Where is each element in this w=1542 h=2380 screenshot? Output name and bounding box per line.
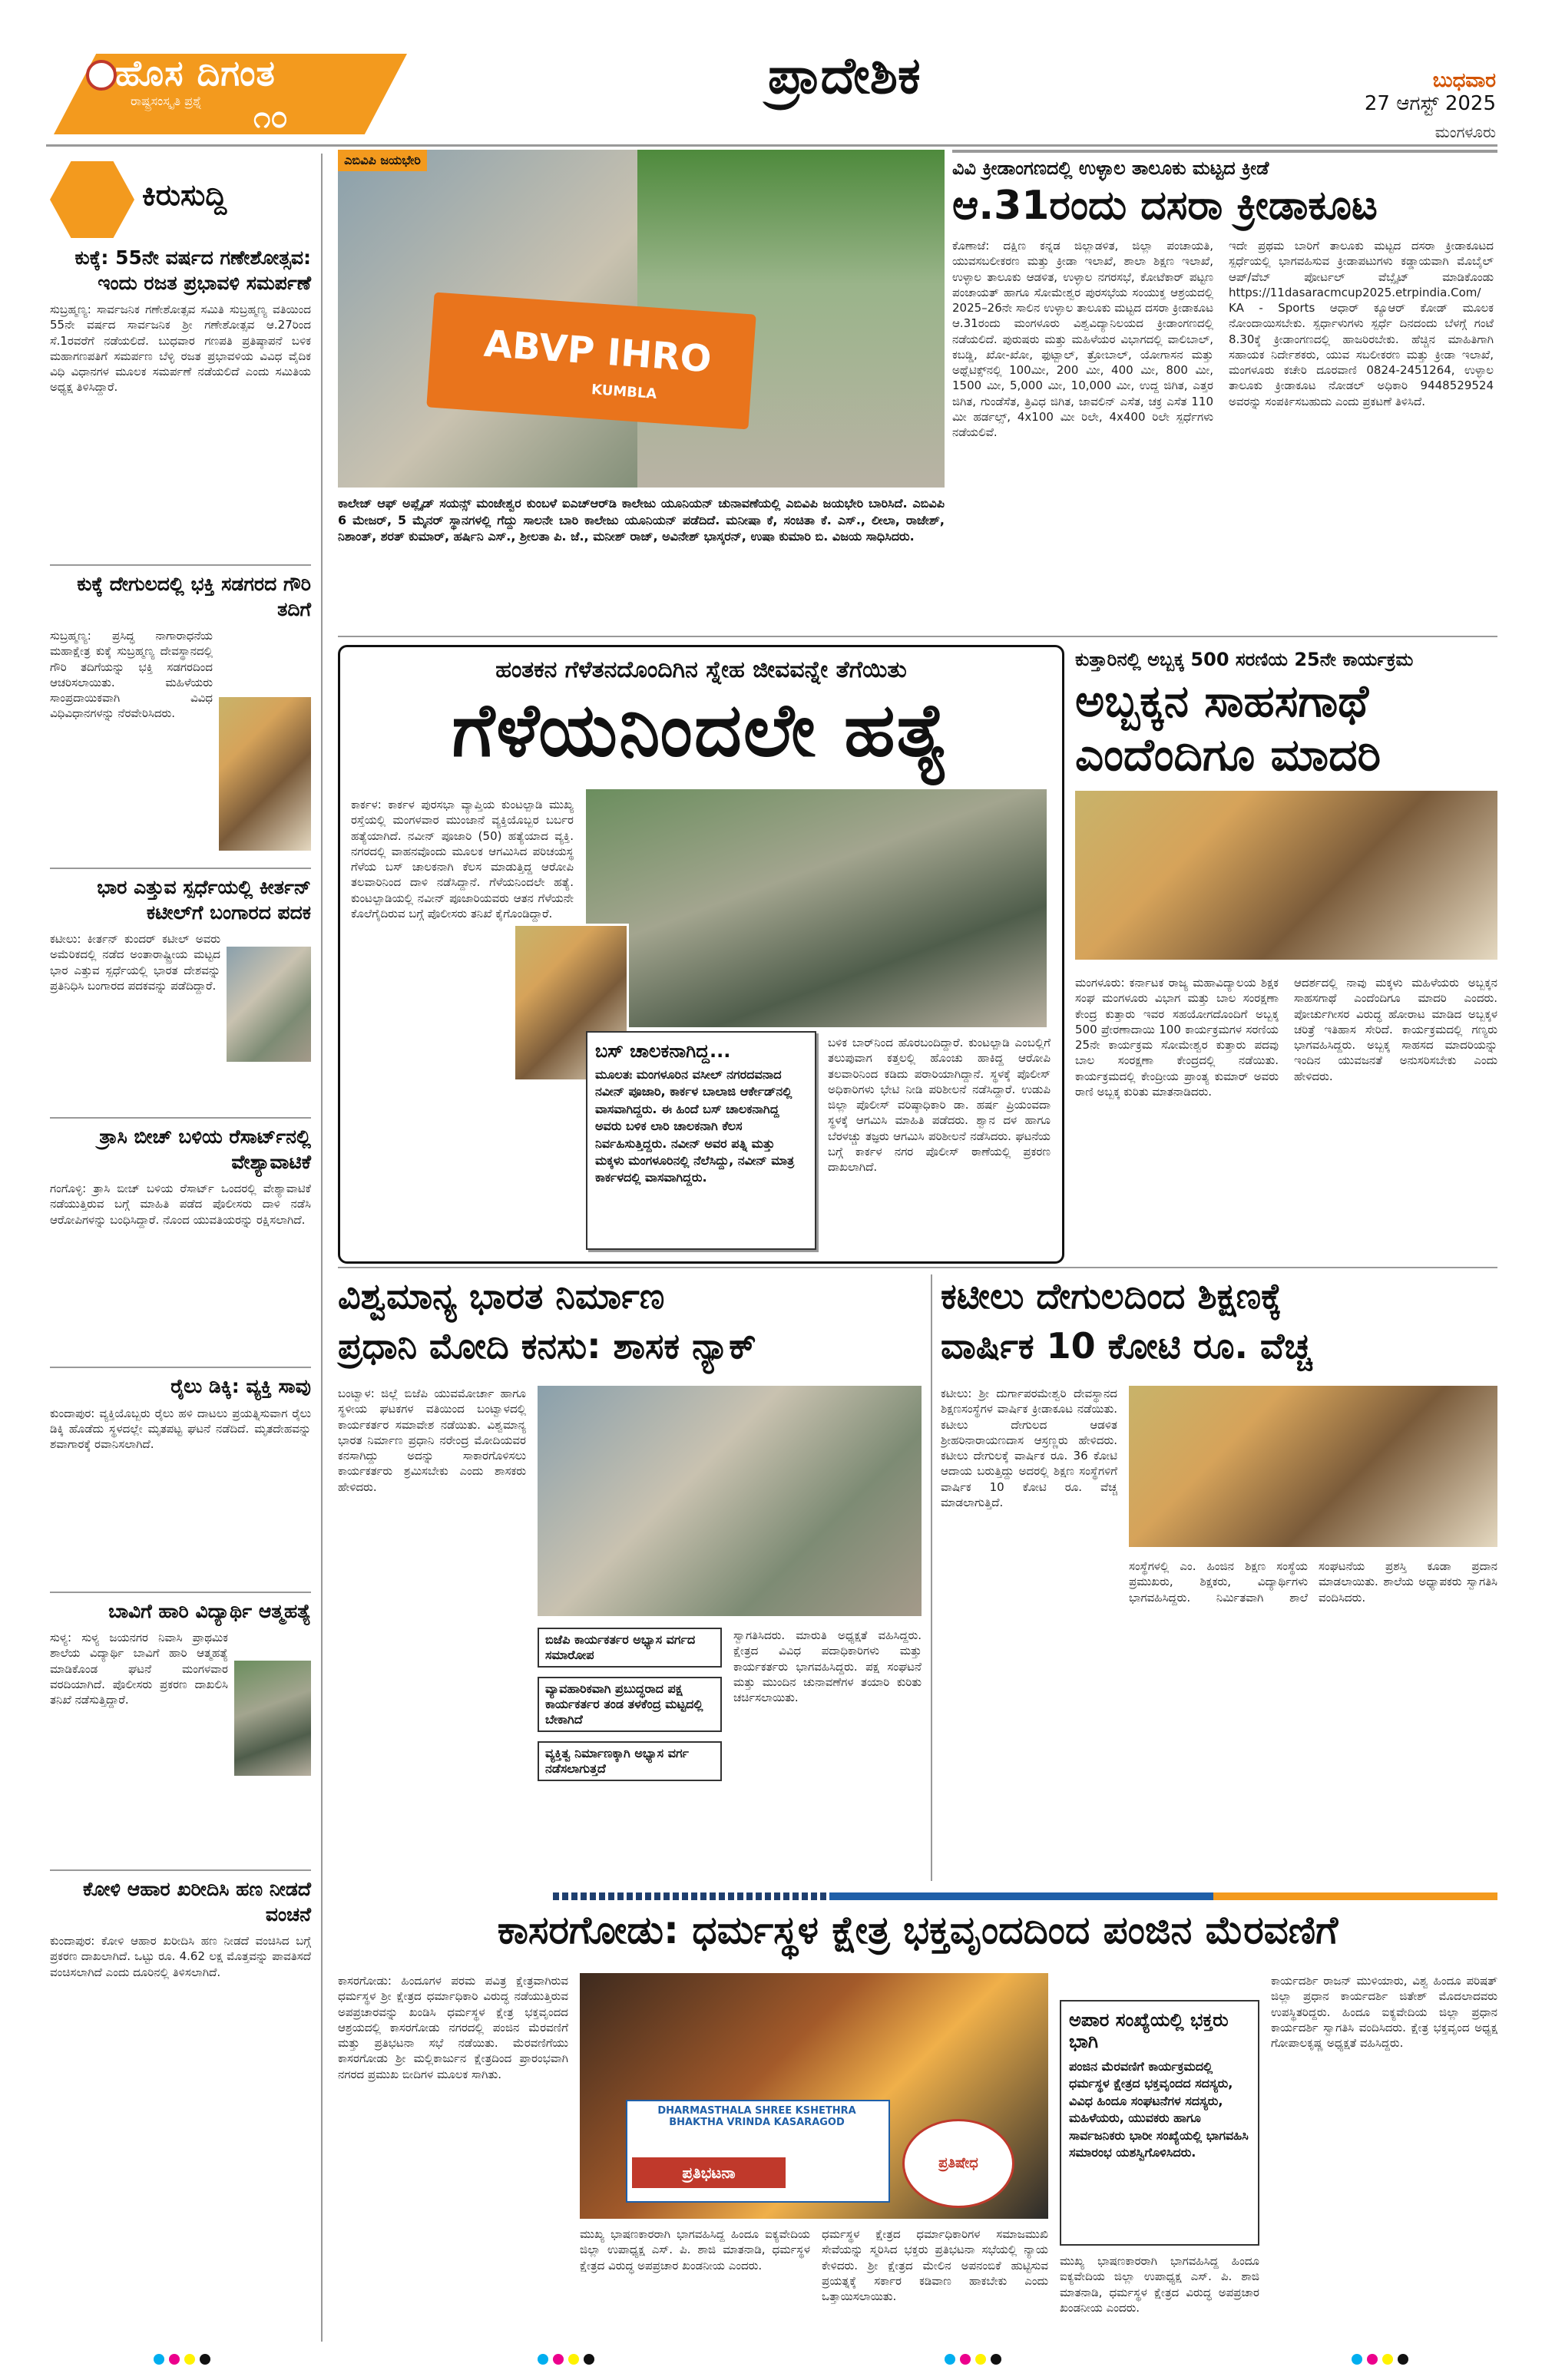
logo-tagline: ರಾಷ್ಟ್ರಸಂಸ್ಕೃತಿ ಪ್ರಶ್ನೆ: [131, 94, 202, 108]
banner-protest: ಪ್ರತಿಭಟನಾ: [632, 2157, 786, 2188]
quote-body: ಮೂಲತಃ ಮಂಗಳೂರಿನ ವಸೀಲ್ ನಗರದವನಾದ ನವೀನ್ ಪೂಜಾರಿ, ಕಾರ್ಕಳ ಬಾಲಾಜಿ ಆರ್ಕೇಡ್‌ನಲ್ಲಿ ವಾಸವಾಗಿದ್ದರು. ಈ ಹಿಂದೆ ಬಸ್ ಚಾಲಕನಾಗಿದ್ದ ಅವರು ಬಳಿಕ ಲಾರಿ ಚಾಲಕನಾಗಿ ಕೆಲಸ ನಿರ್ವಹಿಸುತ್ತಿದ್ದರು. ನವೀನ್ ಅವರ ಪತ್ನಿ ಮತ್ತು ಮಕ್ಕಳು ಮಂಗಳೂರಿನಲ್ಲಿ ನೆಲೆಸಿದ್ದು, ನವೀನ್ ಮಾತ್ರ ಕಾರ್ಕಳದಲ್ಲಿ ವಾಸವಾಗಿದ್ದರು.: [595, 1067, 795, 1185]
modi-body-2: ಸ್ವಾಗತಿಸಿದರು. ಮಾರುತಿ ಅಧ್ಯಕ್ಷತೆ ವಹಿಸಿದ್ದರು. ಕ್ಷೇತ್ರದ ವಿವಿಧ ಪದಾಧಿಕಾರಿಗಳು ಮತ್ತು ಕಾರ್ಯಕರ್ತರು ಭಾಗವಹಿಸಿದ್ದರು. ಪಕ್ಷ ಸಂಘಟನೆ ಮತ್ತು ಮುಂದಿನ ಚುನಾವಣೆಗಳ ತಯಾರಿ ಕುರಿತು ಚರ್ಚಿಸಲಾಯಿತು.: [733, 1628, 922, 1704]
abbakka-kicker: ಕುತ್ತಾರಿನಲ್ಲಿ ಅಬ್ಬಕ್ಕ 500 ಸರಣಿಯ 25ನೇ ಕಾರ್ಯಕ್ರಮ: [1075, 649, 1414, 670]
abbakka-body-1: ಮಂಗಳೂರು: ಕರ್ನಾಟಕ ರಾಜ್ಯ ಮಹಾವಿದ್ಯಾಲಯ ಶಿಕ್ಷಕ ಸಂಘ ಮಂಗಳೂರು ವಿಭಾಗ ಮತ್ತು ಬಾಲ ಸಂರಕ್ಷಣಾ ಕೇಂದ್ರ ಕುತ್ತಾರು ಇವರ ಸಹಯೋಗದೊಂದಿಗೆ ಅಬ್ಬಕ್ಕ 500 ಪ್ರೇರಣಾದಾಯಿ 100 ಕಾರ್ಯಕ್ರಮಗಳ ಸರಣಿಯ 25ನೇ ಕಾರ್ಯಕ್ರಮ ಸೋಮೇಶ್ವರ ಕುತ್ತಾರು ಪದವು ಬಾಲ ಸಂರಕ್ಷಣಾ ಕೇಂದ್ರದಲ್ಲಿ ನಡೆಯಿತು. ಕಾರ್ಯಕ್ರಮದಲ್ಲಿ ಕೇಂದ್ರೀಯ ಪ್ರಾಂತ್ಯ ಕುಮಾರ್ ಅವರು ರಾಣಿ ಅಬ್ಬಕ್ಕ ಕುರಿತು ಮಾತನಾಡಿದರು.: [1075, 976, 1279, 1099]
brief-title: ಭಾರ ಎತ್ತುವ ಸ್ಪರ್ಧೆಯಲ್ಲಿ ಕೀರ್ತನ್ ಕಟೀಲ್‌ಗೆ ಬಂಗಾರದ ಪದಕ: [50, 868, 311, 925]
brief-body: ಸುಬ್ರಹ್ಮಣ್ಯ: ಪ್ರಸಿದ್ಧ ನಾಗಾರಾಧನೆಯ ಮಹಾಕ್ಷೇತ್ರ ಕುಕ್ಕೆ ಸುಬ್ರಹ್ಮಣ್ಯ ದೇವಸ್ಥಾನದಲ್ಲಿ ಗೌರಿ ತದಿಗೆಯನ್ನು ಭಕ್ತಿ ಸಡಗರದಿಂದ ಆಚರಿಸಲಾಯಿತು. ಮಹಿಳೆಯರು ಸಾಂಪ್ರದಾಯಿಕವಾಗಿ ವಿವಿಧ ವಿಧಿವಿಧಾನಗಳನ್ನು ನೆರವೇರಿಸಿದರು.: [50, 629, 213, 721]
banner-side: ಪ್ರತಿಷೇಧ: [902, 2119, 1014, 2208]
kateel-event-photo: [1129, 1386, 1497, 1547]
brief-title: ಕುಕ್ಕೆ: 55ನೇ ವರ್ಷದ ಗಣೇಶೋತ್ಸವ: ಇಂದು ರಜತ ಪ್ರಭಾವಳಿ ಸಮರ್ಪಣೆ: [74, 246, 311, 294]
rule: [952, 150, 1497, 153]
student-photo: [234, 1661, 311, 1776]
dasara-headline: ಆ.31ರಂದು ದಸರಾ ಕ್ರೀಡಾಕೂಟ: [952, 183, 1378, 229]
sidebox-body: ಪಂಜಿನ ಮೆರವಣಿಗೆ ಕಾರ್ಯಕ್ರಮದಲ್ಲಿ ಧರ್ಮಸ್ಥಳ ಕ್ಷೇತ್ರದ ಭಕ್ತವೃಂದದ ಸದಸ್ಯರು, ವಿವಿಧ ಹಿಂದೂ ಸಂಘಟನೆಗಳ ಸದಸ್ಯರು, ಮಹಿಳೆಯರು, ಯುವಕರು ಹಾಗೂ ಸಾರ್ವಜನಿಕರು ಭಾರೀ ಸಂಖ್ಯೆಯಲ್ಲಿ ಭಾಗವಹಿಸಿ ಸಮಾರಂಭ ಯಶಸ್ವಿಗೊಳಿಸಿದರು.: [1069, 2059, 1249, 2160]
murder-headline: ಗೆಳೆಯನಿಂದಲೇ ಹತ್ಯೆ: [452, 687, 951, 773]
divider-bar-orange: [1213, 1892, 1497, 1900]
keerthan-photo: [227, 947, 311, 1062]
section-title: ಪ್ರಾದೇಶಿಕ: [768, 46, 921, 105]
brief-body: ಗಂಗೊಳ್ಳಿ: ತ್ರಾಸಿ ಬೀಚ್ ಬಳಿಯ ರೆಸಾರ್ಟ್ ಒಂದರಲ್ಲಿ ವೇಶ್ಯಾವಾಟಿಕೆ ನಡೆಯುತ್ತಿರುವ ಬಗ್ಗೆ ಮಾಹಿತಿ ಪಡೆದ ಪೊಲೀಸರು ದಾಳಿ ನಡೆಸಿ ಆರೋಪಿಗಳನ್ನು ಬಂಧಿಸಿದ್ದಾರೆ. ನೊಂದ ಯುವತಿಯರನ್ನು ರಕ್ಷಿಸಲಾಗಿದೆ.: [50, 1182, 311, 1227]
gauri-idol-photo: [219, 697, 311, 851]
rule: [338, 636, 1497, 637]
abbakka-body-2: ಆದರ್ಶದಲ್ಲಿ ನಾವು ಮಕ್ಕಳು ಮಹಿಳೆಯರು ಅಬ್ಬಕ್ಕನ ಸಾಹಸಗಾಥೆ ಎಂದೆಂದಿಗೂ ಮಾದರಿ ಎಂದರು. ಪೋರ್ಚುಗೀಸರ ವಿರುದ್ಧ ಹೋರಾಟ ಮಾಡಿದ ಅಬ್ಬಕ್ಕಳ ಚರಿತ್ರೆ ಇತಿಹಾಸ ಸೇರಿದೆ. ಕಾರ್ಯಕ್ರಮದಲ್ಲಿ ಗಣ್ಯರು ಭಾಗವಹಿಸಿದ್ದರು. ಅಬ್ಬಕ್ಕ ಸಾಹಸದ ಮಾದರಿಯನ್ನು ಇಂದಿನ ಯುವಜನತೆ ಅನುಸರಿಸಬೇಕು ಎಂದು ಹೇಳಿದರು.: [1294, 976, 1497, 1083]
banner-text: ABVP IHRO: [482, 322, 713, 382]
brief-title: ಕೋಳಿ ಆಹಾರ ಖರೀದಿಸಿ ಹಣ ನೀಡದೆ ವಂಚನೆ: [50, 1869, 311, 1927]
torch-procession-photo: [580, 1973, 1048, 2219]
kasaragod-body-2: ಧರ್ಮಸ್ಥಳ ಕ್ಷೇತ್ರದ ಧರ್ಮಾಧಿಕಾರಿಗಳ ಸಮಾಜಮುಖಿ ಸೇವೆಯನ್ನು ಸ್ಮರಿಸಿದ ಭಕ್ತರು ಪ್ರತಿಭಟನಾ ಸಭೆಯಲ್ಲಿ ನ್ಯಾಯ ಕೇಳಿದರು. ಶ್ರೀ ಕ್ಷೇತ್ರದ ಮೇಲಿನ ಅಪನಂಬಿಕೆ ಹುಟ್ಟಿಸುವ ಪ್ರಯತ್ನಕ್ಕೆ ಸರ್ಕಾರ ಕಡಿವಾಣ ಹಾಕಬೇಕು ಎಂದು ಒತ್ತಾಯಿಸಲಾಯಿತು.: [822, 2227, 1048, 2303]
registration-dots: [538, 2353, 599, 2368]
brief-title: ಬಾವಿಗೆ ಹಾರಿ ವಿದ್ಯಾರ್ಥಿ ಆತ್ಮಹತ್ಯೆ: [50, 1592, 311, 1625]
day-name: ಬುಧವಾರ: [1432, 69, 1496, 92]
dasara-body-1: ಕೊಣಾಜೆ: ದಕ್ಷಿಣ ಕನ್ನಡ ಜಿಲ್ಲಾಡಳಿತ, ಜಿಲ್ಲಾ ಪಂಚಾಯತಿ, ಯುವಸಬಲೀಕರಣ ಮತ್ತು ಕ್ರೀಡಾ ಇಲಾಖೆ, ಶಾಲಾ ಶಿಕ್ಷಣ ಇಲಾಖೆ, ಉಳ್ಳಾಲ ತಾಲೂಕು ಆಡಳಿತ, ಉಳ್ಳಾಲ ನಗರಸಭೆ, ಕೋಟೆಕಾರ್ ಪಟ್ಟಣ ಪಂಚಾಯತ್ ಹಾಗೂ ಸೋಮೇಶ್ವರ ಪುರಸಭೆಯ ಸಂಯುಕ್ತ ಆಶ್ರಯದಲ್ಲಿ 2025–26ನೇ ಸಾಲಿನ ಉಳ್ಳಾಲ ತಾಲೂಕು ಮಟ್ಟದ ದಸರಾ ಕ್ರೀಡಾಕೂಟ ಆ.31ರಂದು ಮಂಗಳೂರು ವಿಶ್ವವಿದ್ಯಾನಿಲಯದ ಕ್ರೀಡಾಂಗಣದಲ್ಲಿ ನಡೆಯಲಿದೆ. ಪುರುಷರು ಮತ್ತು ಮಹಿಳೆಯರ ವಿಭಾಗದಲ್ಲಿ ವಾಲಿಬಾಲ್, ಕಬಡ್ಡಿ, ಖೋ-ಖೋ, ಫುಟ್ಬಾಲ್, ತ್ರೋಬಾಲ್, ಯೋಗಾಸನ ಮತ್ತು ಅಥ್ಲೆಟಿಕ್ಸ್‌ನಲ್ಲಿ 100ಮೀ, 200 ಮೀ, 400 ಮೀ, 800 ಮೀ, 1500 ಮೀ, 5,000 ಮೀ, 10,000 ಮೀ, ಉದ್ದ ಜಿಗಿತ, ಎತ್ತರ ಜಿಗಿತ, ಗುಂಡೆಸೆತ, ತ್ರಿವಿಧ ಜಿಗಿತ, ಜಾವಲಿನ್ ಎಸೆತ, ಚಕ್ರ ಎಸೆತ 110 ಮೀ ಹರ್ಡಲ್ಸ್, 4x100 ಮೀ ರಿಲೇ, 4x400 ರಿಲೇ ಸ್ಪರ್ಧೆಗಳು ನಡೆಯಲಿವೆ.: [952, 239, 1213, 439]
sun-logo-icon: [86, 60, 117, 91]
logo-text: ಹೊಸ ದಿಗಂತ: [115, 52, 276, 94]
column-rule: [321, 154, 323, 2342]
brief-body: ಕುಂದಾಪುರ: ಕೋಳಿ ಆಹಾರ ಖರೀದಿಸಿ ಹಣ ನೀಡದೆ ವಂಚಿಸಿದ ಬಗ್ಗೆ ಪ್ರಕರಣ ದಾಖಲಾಗಿದೆ. ಒಟ್ಟು ರೂ. 4.62 ಲಕ್ಷ ಮೊತ್ತವನ್ನು ಪಾವತಿಸದೆ ವಂಚಿಸಲಾಗಿದೆ ಎಂದು ದೂರಿನಲ್ಲಿ ತಿಳಿಸಲಾಗಿದೆ.: [50, 1934, 311, 1979]
abbakka-headline-2: ಎಂದೆಂದಿಗೂ ಮಾದರಿ: [1075, 729, 1382, 781]
bullet-item: ಬಿಜೆಪಿ ಕಾರ್ಯಕರ್ತರ ಅಭ್ಯಾಸ ವರ್ಗದ ಸಮಾರೋಪ: [538, 1628, 722, 1668]
kiru-suddi-label: ಕಿರುಸುದ್ದಿ: [142, 178, 227, 212]
brief-body: ಸುಬ್ರಹ್ಮಣ್ಯ: ಸಾರ್ವಜನಿಕ ಗಣೇಶೋತ್ಸವ ಸಮಿತಿ ಸುಬ್ರಹ್ಮಣ್ಯ ವತಿಯಿಂದ 55ನೇ ವರ್ಷದ ಸಾರ್ವಜನಿಕ ಶ್ರೀ ಗಣೇಶೋತ್ಸವ ಆ.27ರಿಂದ ಸೆ.1ರವರೆಗೆ ನಡೆಯಲಿದೆ. ಬುಧವಾರ ಗಣಪತಿ ಪ್ರತಿಷ್ಠಾಪನೆ ಬಳಿಕ ಮಹಾಗಣಪತಿಗೆ ಸಮರ್ಪಣ ಬೆಳ್ಳಿ ರಜತ ಪ್ರಭಾವಳಿಯ ವಿವಿಧ ವೈದಿಕ ವಿಧಿ ವಿಧಾನಗಳ ಮೂಲಕ ಸಮರ್ಪಣೆ ನಡೆಯಲಿದೆ ಎಂದು ಸಮಿತಿಯ ಅಧ್ಯಕ್ಷ ತಿಳಿಸಿದ್ದಾರೆ.: [50, 302, 311, 395]
banner-title: DHARMASTHALA SHREE KSHETHRA BHAKTHA VRINDA KASARAGOD: [657, 2105, 856, 2128]
quote-box: [586, 1031, 816, 1250]
brief-body: ಕಟೀಲು: ಕೀರ್ತನ್ ಕುಂದರ್ ಕಟೀಲ್ ಅವರು ಅಮೆರಿಕದಲ್ಲಿ ನಡೆದ ಅಂತಾರಾಷ್ಟ್ರೀಯ ಮಟ್ಟದ ಭಾರ ಎತ್ತುವ ಸ್ಪರ್ಧೆಯಲ್ಲಿ ಭಾರತ ದೇಶವನ್ನು ಪ್ರತಿನಿಧಿಸಿ ಬಂಗಾರದ ಪದಕವನ್ನು ಪಡೆದಿದ್ದಾರೆ.: [50, 932, 220, 993]
brief-title: ತ್ರಾಸಿ ಬೀಚ್ ಬಳಿಯ ರೆಸಾರ್ಟ್‌ನಲ್ಲಿ ವೇಶ್ಯಾವಾಟಿಕೆ: [50, 1117, 311, 1175]
murder-kicker: ಹಂತಕನ ಗೆಳೆತನದೊಂದಿಗಿನ ಸ್ನೇಹ ಜೀವವನ್ನೇ ತೆಗೆಯಿತು: [495, 656, 907, 683]
divider-bar-blue: [829, 1892, 1213, 1900]
kasaragod-body-3: ಕಾರ್ಯದರ್ಶಿ ರಾಜನ್ ಮುಳಿಯಾರು, ವಿಶ್ವ ಹಿಂದೂ ಪರಿಷತ್ ಜಿಲ್ಲಾ ಪ್ರಧಾನ ಕಾರ್ಯದರ್ಶಿ ಜಿತೇಶ್ ಮೊದಲಾದವರು ಉಪಸ್ಥಿತರಿದ್ದರು. ಹಿಂದೂ ಐಕ್ಯವೇದಿಯ ಜಿಲ್ಲಾ ಪ್ರಧಾನ ಕಾರ್ಯದರ್ಶಿ ಸ್ವಾಗತಿಸಿ ವಂದಿಸಿದರು. ಕ್ಷೇತ್ರ ಭಕ್ತವೃಂದ ಅಧ್ಯಕ್ಷ ಗೋಪಾಲಕೃಷ್ಣ ಅಧ್ಯಕ್ಷತೆ ವಹಿಸಿದ್ದರು.: [1271, 1974, 1497, 2050]
modi-headline-2: ಪ್ರಧಾನಿ ಮೋದಿ ಕನಸು: ಶಾಸಕ ನ್ಯಾಕ್: [338, 1325, 756, 1367]
edition-place: ಮಂಗಳೂರು: [1434, 123, 1496, 141]
brief-title: ಕುಕ್ಕೆ ದೇಗುಲದಲ್ಲಿ ಭಕ್ತಿ ಸಡಗರದ ಗೌರಿ ತದಿಗೆ: [50, 564, 311, 622]
kateel-body-1: ಕಟೀಲು: ಶ್ರೀ ದುರ್ಗಾಪರಮೇಶ್ವರಿ ದೇವಸ್ಥಾನದ ಶಿಕ್ಷಣಸಂಸ್ಥೆಗಳ ವಾರ್ಷಿಕ ಕ್ರೀಡಾಕೂಟ ನಡೆಯಿತು. ಕಟೀಲು ದೇಗುಲದ ಆಡಳಿತ ಶ್ರೀಹರಿನಾರಾಯಣದಾಸ ಆಸ್ರಣ್ಣರು ಹೇಳಿದರು. ಕಟೀಲು ದೇಗುಲಕ್ಕೆ ವಾರ್ಷಿಕ ರೂ. 36 ಕೋಟಿ ಆದಾಯ ಬರುತ್ತಿದ್ದು ಅದರಲ್ಲಿ ಶಿಕ್ಷಣ ಸಂಸ್ಥೆಗಳಿಗೆ ವಾರ್ಷಿಕ 10 ಕೋಟಿ ರೂ. ವೆಚ್ಚ ಮಾಡಲಾಗುತ್ತಿದೆ.: [941, 1387, 1117, 1509]
abvp-tag: ಎಬಿವಿಪಿ ಜಯಭೇರಿ: [338, 150, 427, 171]
murder-body-2: ಬಳಿಕ ಬಾರ್‌ನಿಂದ ಹೊರಬಂದಿದ್ದಾರೆ. ಕುಂಟಲ್ಪಾಡಿ ಎಂಬಲ್ಲಿಗೆ ತಲುಪುವಾಗ ಕತ್ತಲಲ್ಲಿ ಹೊಂಚು ಹಾಕಿದ್ದ ಆರೋಪಿ ತಲವಾರಿನಿಂದ ಕಡಿದು ಪರಾರಿಯಾಗಿದ್ದಾನೆ. ಸ್ಥಳಕ್ಕೆ ಪೊಲೀಸ್ ಅಧಿಕಾರಿಗಳು ಭೇಟಿ ನೀಡಿ ಪರಿಶೀಲನೆ ನಡೆಸಿದ್ದಾರೆ. ಉಡುಪಿ ಜಿಲ್ಲಾ ಪೊಲೀಸ್ ವರಿಷ್ಠಾಧಿಕಾರಿ ಡಾ. ಹರ್ಷ ಪ್ರಿಯಂವದಾ ಸ್ಥಳಕ್ಕೆ ಆಗಮಿಸಿ ಮಾಹಿತಿ ಪಡೆದರು. ಶ್ವಾನ ದಳ ಹಾಗೂ ಬೆರಳಚ್ಚು ತಜ್ಞರು ಆಗಮಿಸಿ ಪರಿಶೀಲನೆ ನಡೆಸಿದರು. ಘಟನೆಯ ಬಗ್ಗೆ ಕಾರ್ಕಳ ನಗರ ಪೊಲೀಸ್ ಠಾಣೆಯಲ್ಲಿ ಪ್ರಕರಣ ದಾಖಲಾಗಿದೆ.: [828, 1036, 1051, 1174]
brief-body: ಸುಳ್ಯ: ಸುಳ್ಯ ಜಯನಗರ ನಿವಾಸಿ ಪ್ರಾಥಮಿಕ ಶಾಲೆಯ ವಿದ್ಯಾರ್ಥಿ ಬಾವಿಗೆ ಹಾರಿ ಆತ್ಮಹತ್ಯೆ ಮಾಡಿಕೊಂಡ ಘಟನೆ ಮಂಗಳವಾರ ವರದಿಯಾಗಿದೆ. ಪೊಲೀಸರು ಪ್ರಕರಣ ದಾಖಲಿಸಿ ತನಿಖೆ ನಡೆಸುತ್ತಿದ್ದಾರೆ.: [50, 1631, 228, 1707]
registration-dots: [945, 2353, 1006, 2368]
kateel-headline-1: ಕಟೀಲು ದೇಗುಲದಿಂದ ಶಿಕ್ಷಣಕ್ಕೆ: [941, 1275, 1282, 1317]
dasara-kicker: ವಿವಿ ಕ್ರೀಡಾಂಗಣದಲ್ಲಿ ಉಳ್ಳಾಲ ತಾಲೂಕು ಮಟ್ಟದ ಕ್ರೀಡೆ: [952, 157, 1269, 179]
dasara-body-2: ಇದೇ ಪ್ರಥಮ ಬಾರಿಗೆ ತಾಲೂಕು ಮಟ್ಟದ ದಸರಾ ಕ್ರೀಡಾಕೂಟದ ಸ್ಪರ್ಧೆಯಲ್ಲಿ ಭಾಗವಹಿಸುವ ಕ್ರೀಡಾಪಟುಗಳು ಕಡ್ಡಾಯವಾಗಿ ಮೊಬೈಲ್ ಆಪ್/ವೆಬ್ ಪೋರ್ಟಲ್ ವೆಬ್ಸೈಟ್ ಮಾಡಿಕೊಂಡು https://11dasaracmcup2025.etrpindia.Com/ KA - Sports ಆಧಾರ್ ಕ್ಯೂಆರ್ ಕೋಡ್ ಮೂಲಕ ನೋಂದಾಯಿಸಬೇಕು. ಸ್ಪರ್ಧಾಳುಗಳು ಸ್ಪರ್ಧೆ ದಿನದಂದು ಬೆಳಗ್ಗೆ ಗಂಟೆ 8.30ಕ್ಕೆ ಕ್ರೀಡಾಂಗಣದಲ್ಲಿ ಹಾಜರಿರಬೇಕು. ಹೆಚ್ಚಿನ ಮಾಹಿತಿಗಾಗಿ ಸಹಾಯಕ ನಿರ್ದೇಶಕರು, ಯುವ ಸಬಲೀಕರಣ ಮತ್ತು ಕ್ರೀಡಾ ಇಲಾಖೆ, ಮಂಗಳೂರು ಕಚೇರಿ ದೂರವಾಣಿ 0824-2451264, ಉಳ್ಳಾಲ ತಾಲೂಕು ಕ್ರೀಡಾಕೂಟ ನೋಡಲ್ ಅಧಿಕಾರಿ 9448529524 ಅವರನ್ನು ಸಂಪರ್ಕಿಸಬಹುದು ಎಂದು ಪ್ರಕಟಣೆ ತಿಳಿಸಿದೆ.: [1229, 239, 1494, 408]
kasaragod-sidebox: [1060, 2000, 1259, 2246]
abbakka-headline-1: ಅಬ್ಬಕ್ಕನ ಸಾಹಸಗಾಥೆ: [1075, 675, 1369, 727]
modi-event-photo: [538, 1386, 922, 1616]
bullet-item: ವ್ಯಕ್ತಿತ್ವ ನಿರ್ಮಾಣಕ್ಕಾಗಿ ಅಭ್ಯಾಸ ವರ್ಗ ನಡೆಸಲಾಗುತ್ತದೆ: [538, 1741, 722, 1781]
kasaragod-body-2b: ಮುಖ್ಯ ಭಾಷಣಕಾರರಾಗಿ ಭಾಗವಹಿಸಿದ್ದ ಹಿಂದೂ ಐಕ್ಯವೇದಿಯ ಜಿಲ್ಲಾ ಉಪಾಧ್ಯಕ್ಷ ಎಸ್. ಪಿ. ಶಾಜಿ ಮಾತನಾಡಿ, ಧರ್ಮಸ್ಥಳ ಕ್ಷೇತ್ರದ ವಿರುದ್ಧ ಅಪಪ್ರಚಾರ ಖಂಡನೀಯ ಎಂದರು.: [1060, 2254, 1259, 2315]
modi-body-1: ಬಂಟ್ವಾಳ: ಜಿಲ್ಲೆ ಬಿಜೆಪಿ ಯುವಮೋರ್ಚಾ ಹಾಗೂ ಸ್ಥಳೀಯ ಘಟಕಗಳ ವತಿಯಿಂದ ಬಂಟ್ವಾಳದಲ್ಲಿ ಕಾರ್ಯಕರ್ತರ ಸಮಾವೇಶ ನಡೆಯಿತು. ವಿಶ್ವಮಾನ್ಯ ಭಾರತ ನಿರ್ಮಾಣ ಪ್ರಧಾನಿ ನರೇಂದ್ರ ಮೋದಿಯವರ ಕನಸಾಗಿದ್ದು ಅದನ್ನು ಸಾಕಾರಗೊಳಿಸಲು ಕಾರ್ಯಕರ್ತರು ಶ್ರಮಿಸಬೇಕು ಎಂದು ಶಾಸಕರು ಹೇಳಿದರು.: [338, 1387, 526, 1494]
kasaragod-headline: ಕಾಸರಗೋಡು: ಧರ್ಮಸ್ಥಳ ಕ್ಷೇತ್ರ ಭಕ್ತವೃಂದದಿಂದ ಪಂಜಿನ ಮೆರವಣಿಗೆ: [497, 1908, 1338, 1952]
kasaragod-caption: ಮುಖ್ಯ ಭಾಷಣಕಾರರಾಗಿ ಭಾಗವಹಿಸಿದ್ದ ಹಿಂದೂ ಐಕ್ಯವೇದಿಯ ಜಿಲ್ಲಾ ಉಪಾಧ್ಯಕ್ಷ ಎಸ್. ಪಿ. ಶಾಜಿ ಮಾತನಾಡಿ, ಧರ್ಮಸ್ಥಳ ಕ್ಷೇತ್ರದ ವಿರುದ್ಧ ಅಪಪ್ರಚಾರ ಖಂಡನೀಯ ಎಂದರು.: [580, 2227, 810, 2273]
abvp-photo: [338, 150, 945, 488]
column-rule: [931, 1274, 932, 1881]
finger-icon: [50, 161, 134, 238]
murder-body-1: ಕಾರ್ಕಳ: ಕಾರ್ಕಳ ಪುರಸಭಾ ವ್ಯಾಪ್ತಿಯ ಕುಂಟಲ್ಪಾಡಿ ಮುಖ್ಯ ರಸ್ತೆಯಲ್ಲಿ ಮಂಗಳವಾರ ಮುಂಜಾನೆ ವ್ಯಕ್ತಿಯೊಬ್ಬರ ಬರ್ಬರ ಹತ್ಯೆಯಾಗಿದೆ. ನವೀನ್ ಪೂಜಾರಿ (50) ಹತ್ಯೆಯಾದ ವ್ಯಕ್ತಿ. ನಗರದಲ್ಲಿ ವಾಹನವೊಂದು ಮೂಲಕ ಆಗಮಿಸಿದ ಪರಿಚಯಸ್ಥ ಗೆಳೆಯ ಬಸ್ ಚಾಲಕನಾಗಿ ಕೆಲಸ ಮಾಡುತ್ತಿದ್ದ ಆರೋಪಿ ತಲವಾರಿನಿಂದ ದಾಳಿ ನಡೆಸಿದ್ದಾನೆ. ಗೆಳೆಯನಿಂದಲೇ ಹತ್ಯೆ. ಕುಂಟಲ್ಪಾಡಿಯಲ್ಲಿ ನವೀನ್ ಪೂಜಾರಿಯವರು ಆತನ ಗೆಳೆಯನೇ ಕೊಲೆಗೈದಿರುವ ಬಗ್ಗೆ ಪೊಲೀಸರು ತನಿಖೆ ಕೈಗೊಂಡಿದ್ದಾರೆ.: [351, 798, 574, 921]
brief-title: ರೈಲು ಡಿಕ್ಕಿ: ವ್ಯಕ್ತಿ ಸಾವು: [50, 1367, 311, 1400]
kateel-body-2: ಸಂಸ್ಥೆಗಳಲ್ಲಿ ಎಂ. ಹಿಂಜಿನ ಶಿಕ್ಷಣ ಸಂಸ್ಥೆಯ ಪ್ರಮುಖರು, ಶಿಕ್ಷಕರು, ವಿದ್ಯಾರ್ಥಿಗಳು ಭಾಗವಹಿಸಿದ್ದರು. ನಿರ್ಮಿತವಾಗಿ ಶಾಲೆ ಸಂಘಟನೆಯ ಪ್ರಶಸ್ತಿ ಕೂಡಾ ಪ್ರದಾನ ಮಾಡಲಾಯಿತು. ಶಾಲೆಯ ಅಧ್ಯಾಪಕರು ಸ್ವಾಗತಿಸಿ ವಂದಿಸಿದರು.: [1129, 1559, 1497, 1605]
registration-dots: [154, 2353, 215, 2368]
briefs-column: [50, 246, 311, 2334]
issue-date: 27 ಆಗಸ್ಟ್ 2025: [1364, 92, 1496, 115]
kateel-headline-2: ವಾರ್ಷಿಕ 10 ಕೋಟಿ ರೂ. ವೆಚ್ಚ: [941, 1325, 1312, 1367]
brief-body: ಕುಂದಾಪುರ: ವ್ಯಕ್ತಿಯೊಬ್ಬರು ರೈಲು ಹಳಿ ದಾಟಲು ಪ್ರಯತ್ನಿಸುವಾಗ ರೈಲು ಡಿಕ್ಕಿ ಹೊಡೆದು ಸ್ಥಳದಲ್ಲೇ ಮೃತಪಟ್ಟ ಘಟನೆ ನಡೆದಿದೆ. ಮೃತದೇಹವನ್ನು ಶವಾಗಾರಕ್ಕೆ ರವಾನಿಸಲಾಗಿದೆ.: [50, 1406, 311, 1451]
abbakka-event-photo: [1075, 791, 1497, 960]
rule: [338, 1267, 1497, 1268]
abvp-caption: ಕಾಲೇಜ್ ಆಫ್ ಅಪ್ಲೈಡ್ ಸಯನ್ಸ್ ಮಂಜೇಶ್ವರ ಕುಂಬಳೆ ಐಎಚ್‌ಆರ್‌ಡಿ ಕಾಲೇಜು ಯೂನಿಯನ್ ಚುನಾವಣೆಯಲ್ಲಿ ಎಬಿವಿಪಿ ಜಯಭೇರಿ ಬಾರಿಸಿದೆ. ಎಬಿವಿಪಿ 6 ಮೇಜರ್, 5 ಮೈನರ್ ಸ್ಥಾನಗಳಲ್ಲಿ ಗೆದ್ದು ಸಾಲನೇ ಬಾರಿ ಕಾಲೇಜು ಯೂನಿಯನ್ ಪಡೆದಿದೆ. ಮನೀಷಾ ಕೆ, ಸಂಚಿತಾ ಕೆ. ಎಸ್., ಲೀಲಾ, ರಾಜೇಶ್, ನಿಶಾಂತ್, ಶರತ್ ಕುಮಾರ್, ಹರ್ಷಿನಿ ಎಸ್., ಶ್ರೀಲತಾ ಪಿ. ಜೆ., ಮನೀಶ್ ರಾಜ್, ಅವಿನೇಶ್ ಭಾಸ್ಕರನ್, ಉಷಾ ಕುಮಾರಿ ಬಿ. ವಿಜಯ ಸಾಧಿಸಿದರು.: [338, 496, 945, 544]
kasaragod-body-1: ಕಾಸರಗೋಡು: ಹಿಂದೂಗಳ ಪರಮ ಪವಿತ್ರ ಕ್ಷೇತ್ರವಾಗಿರುವ ಧರ್ಮಸ್ಥಳ ಶ್ರೀ ಕ್ಷೇತ್ರದ ಧರ್ಮಾಧಿಕಾರಿ ವಿರುದ್ಧ ನಡೆಯುತ್ತಿರುವ ಅಪಪ್ರಚಾರವನ್ನು ಖಂಡಿಸಿ ಧರ್ಮಸ್ಥಳ ಕ್ಷೇತ್ರ ಭಕ್ತವೃಂದದ ಆಶ್ರಯದಲ್ಲಿ ಕಾಸರಗೋಡು ನಗರದಲ್ಲಿ ಪಂಜಿನ ಮೆರವಣಿಗೆ ಮತ್ತು ಪ್ರತಿಭಟನಾ ಸಭೆ ನಡೆಯಿತು. ಮೆರವಣಿಗೆಯು ಕಾಸರಗೋಡು ಶ್ರೀ ಮಲ್ಲಿಕಾರ್ಜುನ ಕ್ಷೇತ್ರದಿಂದ ಪ್ರಾರಂಭವಾಗಿ ನಗರದ ಪ್ರಮುಖ ಬೀದಿಗಳ ಮೂಲಕ ಸಾಗಿತು.: [338, 1974, 568, 2081]
divider-stripe: [553, 1892, 829, 1900]
masthead: [0, 0, 1542, 142]
page-number: ೧೦: [253, 100, 288, 135]
registration-dots: [1352, 2353, 1413, 2368]
crime-scene-photo: [586, 789, 1047, 1027]
bullet-item: ವ್ಯಾವಹಾರಿಕವಾಗಿ ಪ್ರಬುದ್ಧರಾದ ಪಕ್ಷ ಕಾರ್ಯಕರ್ತರ ತಂಡ ತಳಕೆಂದ್ರ ಮಟ್ಟದಲ್ಲಿ ಬೇಕಾಗಿದೆ: [538, 1677, 722, 1732]
banner-subtext: KUMBLA: [591, 382, 657, 402]
modi-headline-1: ವಿಶ್ವಮಾನ್ಯ ಭಾರತ ನಿರ್ಮಾಣ: [338, 1275, 665, 1317]
murder-story-box: [338, 645, 1064, 1264]
modi-bullets: [538, 1628, 722, 1881]
quote-title: ಬಸ್ ಚಾಲಕನಾಗಿದ್ದ...: [595, 1040, 731, 1062]
header-rule: [46, 144, 1497, 147]
sidebox-title: ಅಪಾರ ಸಂಖ್ಯೆಯಲ್ಲಿ ಭಕ್ತರು ಭಾಗಿ: [1069, 2009, 1229, 2052]
